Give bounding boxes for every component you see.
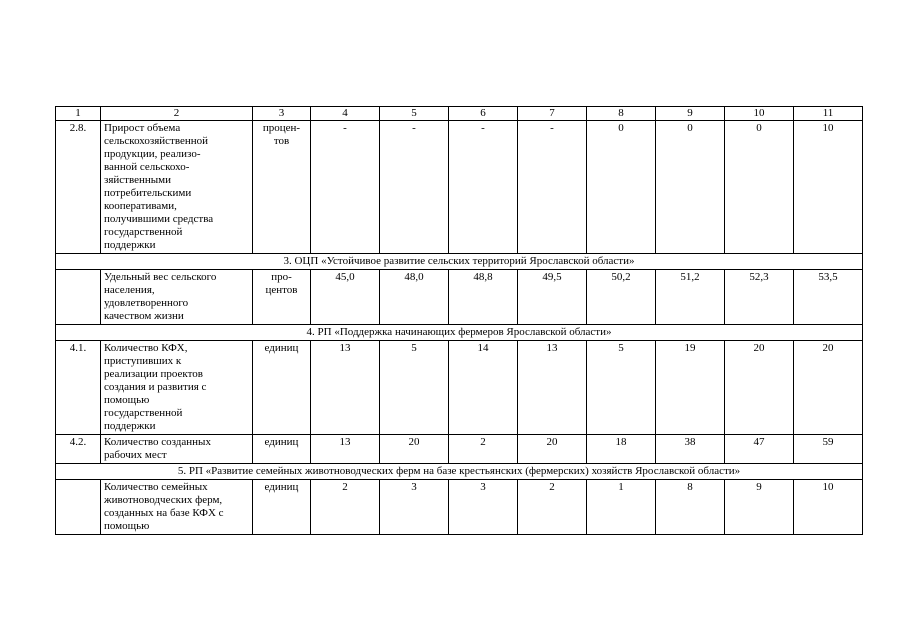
indicator-name-line: кооперативами,: [104, 200, 177, 212]
unit-line: единиц: [264, 342, 299, 354]
unit-line: про-: [271, 271, 292, 283]
column-number: 4: [311, 107, 380, 121]
value-cell: 53,5: [794, 270, 863, 325]
section-title: 3. ОЦП «Устойчивое развитие сельских территорий Ярославской области»: [56, 254, 863, 270]
table-row: [56, 435, 863, 464]
section-title: 5. РП «Развитие семейных животноводческих ферм на базе крестьянских (фермерских) хозяйств Ярославской области»: [56, 464, 863, 480]
indicators-table: [55, 106, 863, 535]
indicator-name-line: приступивших к: [104, 355, 182, 367]
value-cell: 5: [587, 341, 656, 435]
value-cell: 48,8: [449, 270, 518, 325]
column-number-row: [56, 107, 863, 121]
indicator-name-line: создания и развития с: [104, 381, 207, 393]
section-row: [56, 254, 863, 270]
indicator-name-line: Количество КФХ,: [104, 342, 188, 354]
indicator-name-line: населения,: [104, 284, 155, 296]
indicator-name-line: продукции, реализо-: [104, 148, 201, 160]
indicator-name-line: удовлетворенного: [104, 297, 189, 309]
value-cell: 13: [311, 341, 380, 435]
indicator-name-line: Удельный вес сельского: [104, 271, 217, 283]
document-page: [55, 106, 863, 535]
indicator-name-line: животноводческих ферм,: [104, 494, 223, 506]
value-cell: 20: [380, 435, 449, 464]
indicator-name: [101, 480, 253, 535]
table-row: [56, 480, 863, 535]
column-number: 2: [101, 107, 253, 121]
column-number: 6: [449, 107, 518, 121]
indicator-name-line: созданных на базе КФХ с: [104, 507, 224, 519]
indicator-name-line: государственной: [104, 407, 183, 419]
indicator-name-line: зяйственными: [104, 174, 172, 186]
value-cell: 0: [587, 121, 656, 254]
section-row: [56, 464, 863, 480]
table-row: [56, 121, 863, 254]
indicator-name-line: Количество созданных: [104, 436, 211, 448]
column-number: 11: [794, 107, 863, 121]
value-cell: -: [380, 121, 449, 254]
column-number: 9: [656, 107, 725, 121]
indicator-name-line: реализации проектов: [104, 368, 203, 380]
column-number: 8: [587, 107, 656, 121]
value-cell: 0: [656, 121, 725, 254]
indicator-name-line: потребительскими: [104, 187, 192, 199]
unit-line: единиц: [264, 436, 299, 448]
value-cell: 45,0: [311, 270, 380, 325]
value-cell: 10: [794, 480, 863, 535]
value-cell: -: [311, 121, 380, 254]
unit-line: процен-: [262, 122, 301, 134]
value-cell: 48,0: [380, 270, 449, 325]
unit: [253, 270, 311, 325]
value-cell: 10: [794, 121, 863, 254]
value-cell: 13: [518, 341, 587, 435]
value-cell: 2: [518, 480, 587, 535]
value-cell: 18: [587, 435, 656, 464]
indicator-name-line: помощью: [104, 520, 150, 532]
value-cell: 20: [518, 435, 587, 464]
value-cell: 13: [311, 435, 380, 464]
value-cell: 0: [725, 121, 794, 254]
value-cell: 52,3: [725, 270, 794, 325]
indicator-name-line: поддержки: [104, 239, 156, 251]
indicator-name-line: Прирост объема: [104, 122, 181, 134]
indicator-name: [101, 341, 253, 435]
unit: [253, 341, 311, 435]
unit-line: единиц: [264, 481, 299, 493]
unit: [253, 435, 311, 464]
value-cell: 59: [794, 435, 863, 464]
value-cell: 5: [380, 341, 449, 435]
indicator-name-line: качеством жизни: [104, 310, 184, 322]
unit: [253, 121, 311, 254]
column-number: 3: [253, 107, 311, 121]
value-cell: 9: [725, 480, 794, 535]
column-number: 7: [518, 107, 587, 121]
row-number: 4.1.: [56, 341, 101, 435]
indicator-name-line: ванной сельскохо-: [104, 161, 190, 173]
row-number: [56, 270, 101, 325]
section-title: 4. РП «Поддержка начинающих фермеров Ярославской области»: [56, 325, 863, 341]
value-cell: 20: [725, 341, 794, 435]
row-number: [56, 480, 101, 535]
value-cell: 19: [656, 341, 725, 435]
value-cell: 2: [449, 435, 518, 464]
value-cell: 1: [587, 480, 656, 535]
table-row: [56, 270, 863, 325]
indicator-name: [101, 121, 253, 254]
row-number: 4.2.: [56, 435, 101, 464]
unit: [253, 480, 311, 535]
value-cell: 2: [311, 480, 380, 535]
indicator-name-line: сельскохозяйственной: [104, 135, 209, 147]
unit-line: центов: [265, 284, 298, 296]
value-cell: 3: [449, 480, 518, 535]
value-cell: 49,5: [518, 270, 587, 325]
value-cell: -: [449, 121, 518, 254]
value-cell: 8: [656, 480, 725, 535]
value-cell: 51,2: [656, 270, 725, 325]
value-cell: 50,2: [587, 270, 656, 325]
column-number: 1: [56, 107, 101, 121]
indicator-name-line: рабочих мест: [104, 449, 167, 461]
indicator-name: [101, 435, 253, 464]
indicator-name-line: получившими средства: [104, 213, 214, 225]
indicator-name-line: поддержки: [104, 420, 156, 432]
value-cell: 38: [656, 435, 725, 464]
unit-line: тов: [273, 135, 290, 147]
value-cell: 3: [380, 480, 449, 535]
indicator-name-line: помощью: [104, 394, 150, 406]
column-number: 10: [725, 107, 794, 121]
indicator-name: [101, 270, 253, 325]
value-cell: 20: [794, 341, 863, 435]
column-number: 5: [380, 107, 449, 121]
value-cell: 47: [725, 435, 794, 464]
value-cell: -: [518, 121, 587, 254]
table-row: [56, 341, 863, 435]
section-row: [56, 325, 863, 341]
indicator-name-line: государственной: [104, 226, 183, 238]
value-cell: 14: [449, 341, 518, 435]
row-number: 2.8.: [56, 121, 101, 254]
indicator-name-line: Количество семейных: [104, 481, 208, 493]
